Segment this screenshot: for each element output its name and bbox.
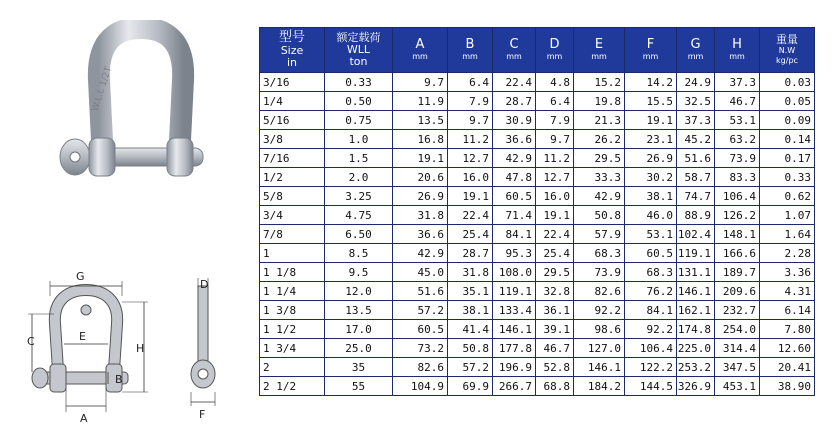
cell-e: 184.2 bbox=[574, 377, 625, 396]
cell-weight: 0.17 bbox=[760, 149, 815, 168]
cell-size: 1 1/2 bbox=[260, 320, 325, 339]
table-row bbox=[260, 358, 815, 377]
table-row bbox=[260, 73, 815, 92]
cell-size: 2 1/2 bbox=[260, 377, 325, 396]
header-h: H mm bbox=[715, 28, 760, 73]
cell-weight: 0.62 bbox=[760, 187, 815, 206]
cell-e: 146.1 bbox=[574, 358, 625, 377]
cell-b: 69.9 bbox=[448, 377, 493, 396]
cell-b: 25.4 bbox=[448, 225, 493, 244]
cell-g: 253.2 bbox=[677, 358, 715, 377]
header-c: C mm bbox=[493, 28, 536, 73]
cell-a: 104.9 bbox=[393, 377, 448, 396]
cell-f: 53.1 bbox=[625, 225, 677, 244]
cell-f: 122.2 bbox=[625, 358, 677, 377]
dim-label-d: D bbox=[200, 278, 209, 291]
cell-g: 119.1 bbox=[677, 244, 715, 263]
cell-b: 50.8 bbox=[448, 339, 493, 358]
cell-wll: 0.33 bbox=[325, 73, 393, 92]
cell-h: 73.9 bbox=[715, 149, 760, 168]
cell-e: 82.6 bbox=[574, 282, 625, 301]
cell-g: 326.9 bbox=[677, 377, 715, 396]
cell-wll: 2.0 bbox=[325, 168, 393, 187]
cell-c: 47.8 bbox=[493, 168, 536, 187]
cell-b: 16.0 bbox=[448, 168, 493, 187]
cell-a: 57.2 bbox=[393, 301, 448, 320]
header-b: B mm bbox=[448, 28, 493, 73]
cell-size: 1 3/4 bbox=[260, 339, 325, 358]
cell-b: 31.8 bbox=[448, 263, 493, 282]
cell-h: 126.2 bbox=[715, 206, 760, 225]
cell-b: 7.9 bbox=[448, 92, 493, 111]
cell-weight: 0.03 bbox=[760, 73, 815, 92]
cell-a: 11.9 bbox=[393, 92, 448, 111]
cell-wll: 17.0 bbox=[325, 320, 393, 339]
cell-wll: 35 bbox=[325, 358, 393, 377]
cell-d: 7.9 bbox=[536, 111, 574, 130]
table-header-row bbox=[260, 28, 815, 73]
dim-label-f: F bbox=[199, 408, 206, 421]
cell-d: 9.7 bbox=[536, 130, 574, 149]
cell-h: 166.6 bbox=[715, 244, 760, 263]
cell-d: 46.7 bbox=[536, 339, 574, 358]
cell-d: 22.4 bbox=[536, 225, 574, 244]
cell-f: 38.1 bbox=[625, 187, 677, 206]
header-a: A mm bbox=[393, 28, 448, 73]
cell-e: 19.8 bbox=[574, 92, 625, 111]
cell-c: 196.9 bbox=[493, 358, 536, 377]
cell-weight: 0.05 bbox=[760, 92, 815, 111]
table-row bbox=[260, 168, 815, 187]
table-row bbox=[260, 187, 815, 206]
table-row bbox=[260, 263, 815, 282]
cell-h: 254.0 bbox=[715, 320, 760, 339]
cell-g: 225.0 bbox=[677, 339, 715, 358]
cell-a: 60.5 bbox=[393, 320, 448, 339]
table-row bbox=[260, 377, 815, 396]
cell-e: 26.2 bbox=[574, 130, 625, 149]
cell-size: 7/8 bbox=[260, 225, 325, 244]
cell-a: 19.1 bbox=[393, 149, 448, 168]
cell-h: 63.2 bbox=[715, 130, 760, 149]
cell-weight: 38.90 bbox=[760, 377, 815, 396]
table-row bbox=[260, 92, 815, 111]
cell-e: 15.2 bbox=[574, 73, 625, 92]
cell-e: 127.0 bbox=[574, 339, 625, 358]
dim-label-e: E bbox=[79, 330, 86, 343]
cell-d: 6.4 bbox=[536, 92, 574, 111]
cell-wll: 8.5 bbox=[325, 244, 393, 263]
cell-e: 33.3 bbox=[574, 168, 625, 187]
cell-f: 30.2 bbox=[625, 168, 677, 187]
cell-a: 51.6 bbox=[393, 282, 448, 301]
cell-size: 1 3/8 bbox=[260, 301, 325, 320]
cell-c: 133.4 bbox=[493, 301, 536, 320]
cell-a: 9.7 bbox=[393, 73, 448, 92]
cell-b: 41.4 bbox=[448, 320, 493, 339]
table-row bbox=[260, 130, 815, 149]
cell-g: 37.3 bbox=[677, 111, 715, 130]
cell-size: 7/16 bbox=[260, 149, 325, 168]
dim-label-c: C bbox=[27, 335, 35, 348]
cell-d: 11.2 bbox=[536, 149, 574, 168]
cell-f: 92.2 bbox=[625, 320, 677, 339]
cell-c: 266.7 bbox=[493, 377, 536, 396]
cell-a: 20.6 bbox=[393, 168, 448, 187]
cell-weight: 0.33 bbox=[760, 168, 815, 187]
cell-size: 3/8 bbox=[260, 130, 325, 149]
cell-d: 32.8 bbox=[536, 282, 574, 301]
cell-wll: 0.50 bbox=[325, 92, 393, 111]
cell-g: 32.5 bbox=[677, 92, 715, 111]
table-row bbox=[260, 206, 815, 225]
cell-h: 83.3 bbox=[715, 168, 760, 187]
table-row bbox=[260, 225, 815, 244]
header-wll: 额定载荷 WLL ton bbox=[325, 28, 393, 73]
cell-h: 53.1 bbox=[715, 111, 760, 130]
cell-size: 5/16 bbox=[260, 111, 325, 130]
cell-c: 60.5 bbox=[493, 187, 536, 206]
dim-label-g: G bbox=[76, 272, 85, 283]
cell-e: 92.2 bbox=[574, 301, 625, 320]
cell-g: 102.4 bbox=[677, 225, 715, 244]
cell-b: 11.2 bbox=[448, 130, 493, 149]
cell-f: 76.2 bbox=[625, 282, 677, 301]
cell-weight: 20.41 bbox=[760, 358, 815, 377]
cell-d: 29.5 bbox=[536, 263, 574, 282]
cell-e: 42.9 bbox=[574, 187, 625, 206]
header-g: G mm bbox=[677, 28, 715, 73]
cell-h: 148.1 bbox=[715, 225, 760, 244]
cell-c: 36.6 bbox=[493, 130, 536, 149]
cell-d: 39.1 bbox=[536, 320, 574, 339]
cell-h: 232.7 bbox=[715, 301, 760, 320]
cell-b: 19.1 bbox=[448, 187, 493, 206]
cell-wll: 12.0 bbox=[325, 282, 393, 301]
dim-label-h: H bbox=[136, 342, 145, 355]
cell-wll: 0.75 bbox=[325, 111, 393, 130]
cell-d: 52.8 bbox=[536, 358, 574, 377]
cell-e: 57.9 bbox=[574, 225, 625, 244]
cell-d: 68.8 bbox=[536, 377, 574, 396]
cell-f: 106.4 bbox=[625, 339, 677, 358]
cell-weight: 6.14 bbox=[760, 301, 815, 320]
header-d: D mm bbox=[536, 28, 574, 73]
header-size: 型号 Size in bbox=[260, 28, 325, 73]
shackle-photo bbox=[55, 20, 215, 195]
cell-e: 98.6 bbox=[574, 320, 625, 339]
header-e: E mm bbox=[574, 28, 625, 73]
cell-g: 131.1 bbox=[677, 263, 715, 282]
cell-f: 15.5 bbox=[625, 92, 677, 111]
cell-d: 4.8 bbox=[536, 73, 574, 92]
cell-a: 73.2 bbox=[393, 339, 448, 358]
cell-a: 82.6 bbox=[393, 358, 448, 377]
table-body bbox=[260, 73, 815, 396]
cell-c: 108.0 bbox=[493, 263, 536, 282]
table-row bbox=[260, 244, 815, 263]
cell-f: 46.0 bbox=[625, 206, 677, 225]
cell-d: 25.4 bbox=[536, 244, 574, 263]
cell-wll: 55 bbox=[325, 377, 393, 396]
cell-size: 1/2 bbox=[260, 168, 325, 187]
cell-b: 35.1 bbox=[448, 282, 493, 301]
cell-c: 71.4 bbox=[493, 206, 536, 225]
cell-c: 30.9 bbox=[493, 111, 536, 130]
cell-c: 84.1 bbox=[493, 225, 536, 244]
cell-weight: 0.14 bbox=[760, 130, 815, 149]
cell-a: 16.8 bbox=[393, 130, 448, 149]
cell-weight: 2.28 bbox=[760, 244, 815, 263]
table-row bbox=[260, 282, 815, 301]
table-row bbox=[260, 301, 815, 320]
cell-g: 58.7 bbox=[677, 168, 715, 187]
shackle-spec-table bbox=[259, 27, 815, 396]
cell-b: 6.4 bbox=[448, 73, 493, 92]
cell-a: 31.8 bbox=[393, 206, 448, 225]
cell-f: 26.9 bbox=[625, 149, 677, 168]
cell-f: 19.1 bbox=[625, 111, 677, 130]
cell-d: 36.1 bbox=[536, 301, 574, 320]
cell-h: 106.4 bbox=[715, 187, 760, 206]
cell-weight: 4.31 bbox=[760, 282, 815, 301]
cell-wll: 13.5 bbox=[325, 301, 393, 320]
cell-a: 13.5 bbox=[393, 111, 448, 130]
cell-g: 24.9 bbox=[677, 73, 715, 92]
cell-h: 347.5 bbox=[715, 358, 760, 377]
cell-c: 177.8 bbox=[493, 339, 536, 358]
cell-c: 146.1 bbox=[493, 320, 536, 339]
cell-wll: 25.0 bbox=[325, 339, 393, 358]
cell-wll: 6.50 bbox=[325, 225, 393, 244]
cell-h: 37.3 bbox=[715, 73, 760, 92]
cell-weight: 0.09 bbox=[760, 111, 815, 130]
cell-c: 119.1 bbox=[493, 282, 536, 301]
table-row bbox=[260, 339, 815, 358]
cell-e: 68.3 bbox=[574, 244, 625, 263]
cell-weight: 1.07 bbox=[760, 206, 815, 225]
cell-size: 3/4 bbox=[260, 206, 325, 225]
cell-f: 68.3 bbox=[625, 263, 677, 282]
dim-label-b: B bbox=[115, 373, 123, 386]
cell-size: 1 1/4 bbox=[260, 282, 325, 301]
header-f: F mm bbox=[625, 28, 677, 73]
cell-h: 453.1 bbox=[715, 377, 760, 396]
cell-size: 1 1/8 bbox=[260, 263, 325, 282]
cell-g: 146.1 bbox=[677, 282, 715, 301]
cell-f: 144.5 bbox=[625, 377, 677, 396]
cell-e: 21.3 bbox=[574, 111, 625, 130]
cell-size: 5/8 bbox=[260, 187, 325, 206]
cell-wll: 4.75 bbox=[325, 206, 393, 225]
cell-size: 1 bbox=[260, 244, 325, 263]
cell-h: 189.7 bbox=[715, 263, 760, 282]
cell-c: 28.7 bbox=[493, 92, 536, 111]
cell-d: 12.7 bbox=[536, 168, 574, 187]
table-row bbox=[260, 111, 815, 130]
cell-g: 74.7 bbox=[677, 187, 715, 206]
cell-a: 36.6 bbox=[393, 225, 448, 244]
cell-g: 88.9 bbox=[677, 206, 715, 225]
dimension-diagram-front bbox=[18, 272, 168, 428]
cell-g: 162.1 bbox=[677, 301, 715, 320]
cell-b: 9.7 bbox=[448, 111, 493, 130]
cell-d: 16.0 bbox=[536, 187, 574, 206]
cell-a: 42.9 bbox=[393, 244, 448, 263]
cell-b: 22.4 bbox=[448, 206, 493, 225]
shackle-engraving: W.L.L 1/2T bbox=[90, 65, 115, 113]
cell-weight: 1.64 bbox=[760, 225, 815, 244]
cell-c: 95.3 bbox=[493, 244, 536, 263]
cell-f: 60.5 bbox=[625, 244, 677, 263]
cell-g: 174.8 bbox=[677, 320, 715, 339]
cell-size: 3/16 bbox=[260, 73, 325, 92]
dim-label-a: A bbox=[80, 412, 88, 425]
cell-g: 45.2 bbox=[677, 130, 715, 149]
cell-d: 19.1 bbox=[536, 206, 574, 225]
cell-c: 42.9 bbox=[493, 149, 536, 168]
cell-weight: 3.36 bbox=[760, 263, 815, 282]
cell-wll: 1.5 bbox=[325, 149, 393, 168]
table-row bbox=[260, 320, 815, 339]
cell-h: 314.4 bbox=[715, 339, 760, 358]
header-weight: 重量 N.W kg/pc bbox=[760, 28, 815, 73]
cell-wll: 9.5 bbox=[325, 263, 393, 282]
cell-e: 50.8 bbox=[574, 206, 625, 225]
cell-a: 26.9 bbox=[393, 187, 448, 206]
cell-f: 23.1 bbox=[625, 130, 677, 149]
cell-f: 84.1 bbox=[625, 301, 677, 320]
cell-weight: 12.60 bbox=[760, 339, 815, 358]
cell-e: 29.5 bbox=[574, 149, 625, 168]
cell-weight: 7.80 bbox=[760, 320, 815, 339]
cell-wll: 1.0 bbox=[325, 130, 393, 149]
cell-e: 73.9 bbox=[574, 263, 625, 282]
cell-g: 51.6 bbox=[677, 149, 715, 168]
cell-b: 57.2 bbox=[448, 358, 493, 377]
table-row bbox=[260, 149, 815, 168]
cell-wll: 3.25 bbox=[325, 187, 393, 206]
cell-b: 28.7 bbox=[448, 244, 493, 263]
cell-c: 22.4 bbox=[493, 73, 536, 92]
cell-h: 209.6 bbox=[715, 282, 760, 301]
cell-a: 45.0 bbox=[393, 263, 448, 282]
cell-b: 38.1 bbox=[448, 301, 493, 320]
cell-f: 14.2 bbox=[625, 73, 677, 92]
cell-b: 12.7 bbox=[448, 149, 493, 168]
cell-size: 1/4 bbox=[260, 92, 325, 111]
cell-size: 2 bbox=[260, 358, 325, 377]
cell-h: 46.7 bbox=[715, 92, 760, 111]
dimension-diagram-side bbox=[172, 272, 234, 428]
